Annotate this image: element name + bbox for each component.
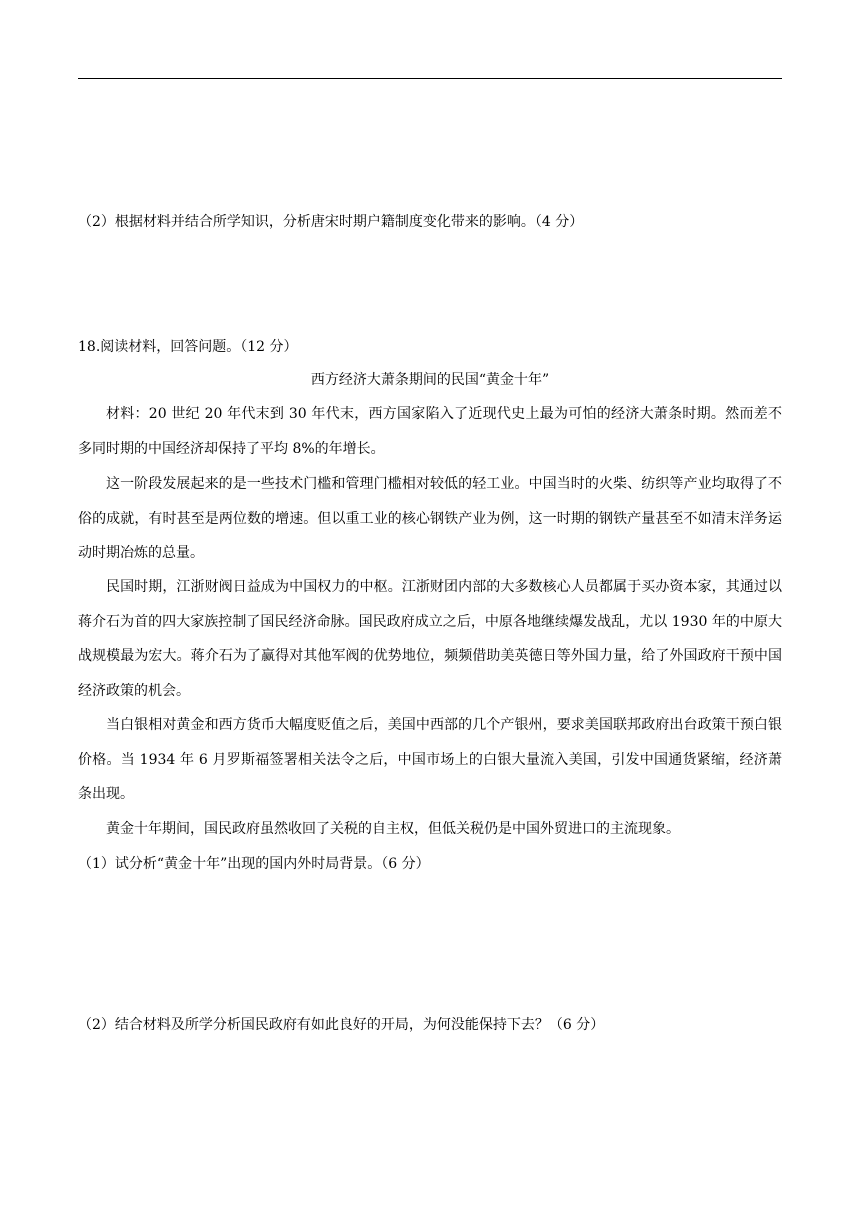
material-paragraph-4: 当白银相对黄金和西方货币大幅度贬值之后，美国中西部的几个产银州，要求美国联邦政府出台政策干预白银价格。当 1934 年 6 月罗斯福签署相关法令之后，中国市场上的白银大量流入美国，引发中国通货紧缩，经济萧条出现。 (78, 717, 782, 802)
header-rule (78, 78, 782, 79)
material-title: 西方经济大萧条期间的民国“黄金十年” (310, 372, 550, 388)
material-paragraph-1: 材料：20 世纪 20 年代末到 30 年代末，西方国家陷入了近现代史上最为可怕的经济大萧条时期。然而差不多同时期的中国经济却保持了平均 8%的年增长。 (78, 406, 782, 457)
q18-subquestion-1: （1）试分析“黄金十年”出现的国内外时局背景。（6 分） (78, 856, 430, 872)
q18-subquestion-2: （2）结合材料及所学分析国民政府有如此良好的开局，为何没能保持下去？（6 分） (78, 1017, 605, 1033)
material-paragraph-3: 民国时期，江浙财阀日益成为中国权力的中枢。江浙财团内部的大多数核心人员都属于买办资本家，其通过以蒋介石为首的四大家族控制了国民经济命脉。国民政府成立之后，中原各地继续爆发战乱，尤以 1930 年的中原大战规模最为宏大。蒋介石为了赢得对其他军阀的优势地位，频频借助美英德日等外国力量，给了外国政府干预中国经济政策的机会。 (78, 579, 782, 699)
material-paragraph-2: 这一阶段发展起来的是一些技术门槛和管理门槛相对较低的轻工业。中国当时的火柴、纺织等产业均取得了不俗的成就，有时甚至是两位数的增速。但以重工业的核心钢铁产业为例，这一时期的钢铁产量甚至不如清末洋务运动时期冶炼的总量。 (78, 476, 782, 561)
q17-subquestion-2: （2）根据材料并结合所学知识，分析唐宋时期户籍制度变化带来的影响。（4 分） (78, 214, 584, 230)
q18-header: 18.阅读材料，回答问题。（12 分） (78, 339, 298, 355)
material-paragraph-5: 黄金十年期间，国民政府虽然收回了关税的自主权，但低关税仍是中国外贸进口的主流现象。 (106, 821, 680, 837)
